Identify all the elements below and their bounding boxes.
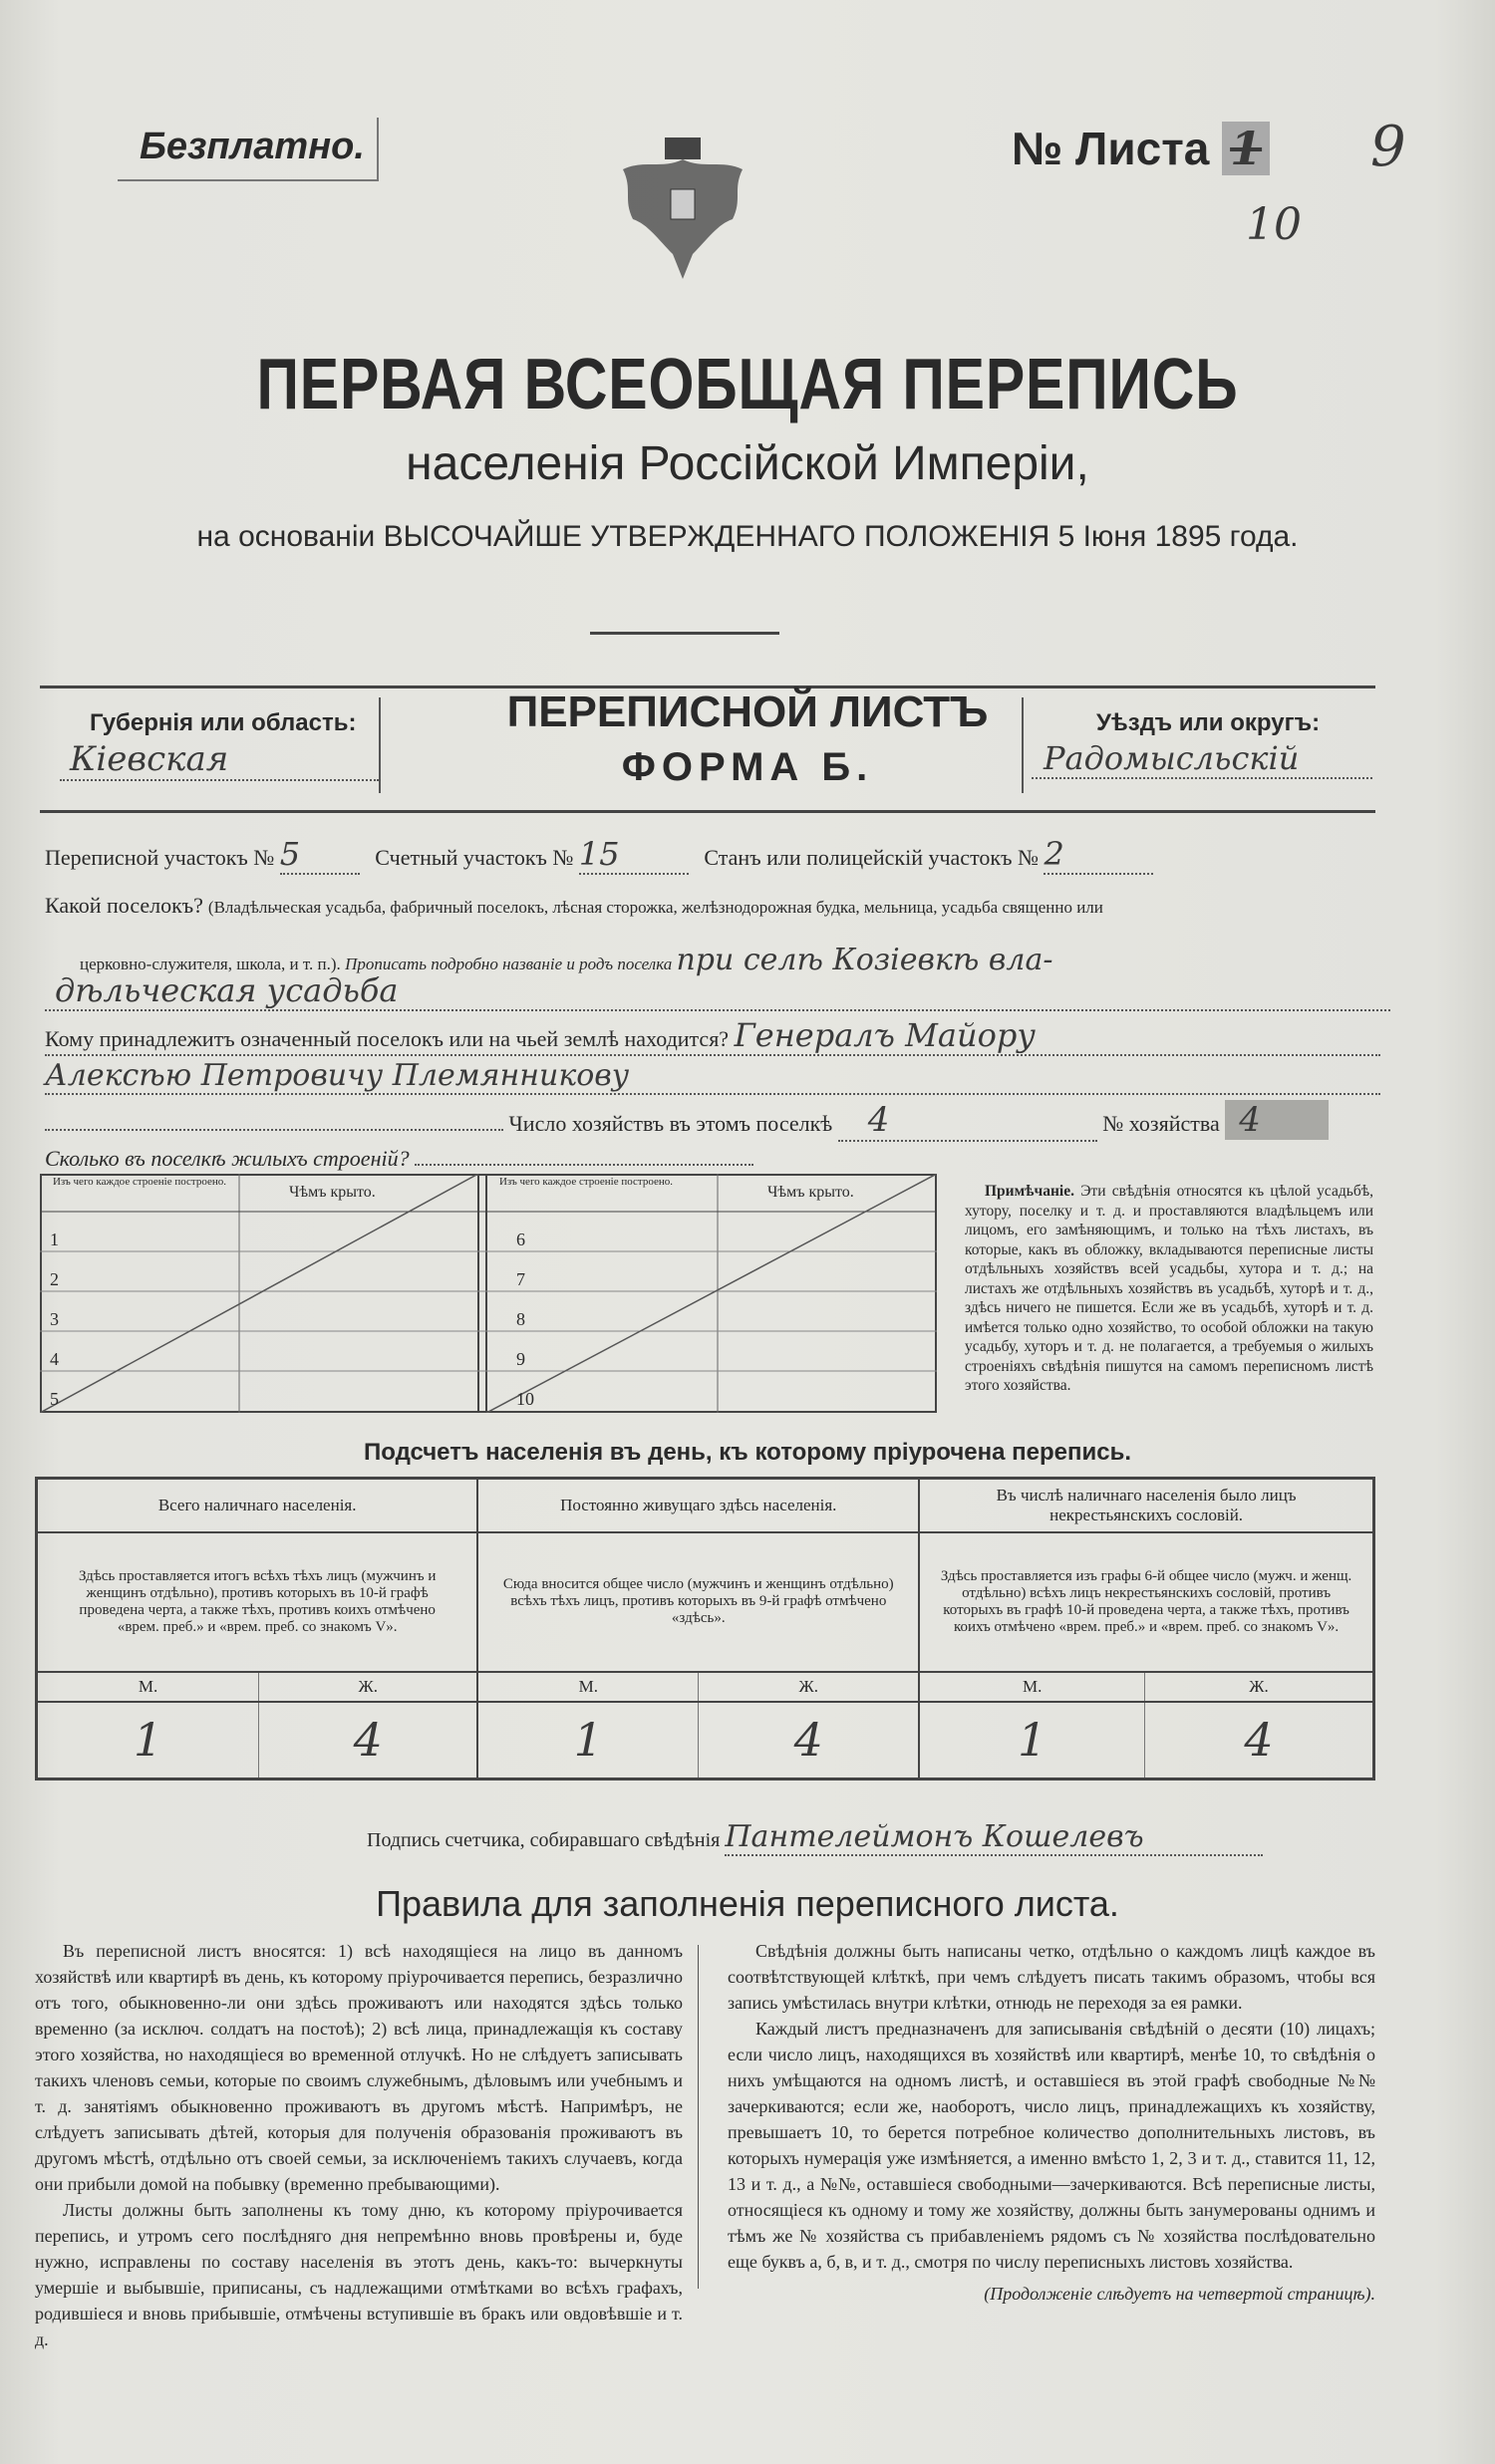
resident-male-value[interactable]: 1	[477, 1702, 698, 1780]
signature-value[interactable]: Пантелеймонъ Кошелевъ	[725, 1819, 1263, 1856]
female-label: Ж.	[1249, 1676, 1269, 1696]
settlement-value-2[interactable]: дѣльческая усадьба	[45, 971, 1390, 1011]
col-material-right: Изъ чего каждое строеніе построено.	[498, 1176, 674, 1188]
household-number-value[interactable]: 4	[1225, 1100, 1329, 1140]
settlement-line	[45, 893, 1380, 919]
buildings-line	[45, 1146, 753, 1172]
total-female-value[interactable]: 4	[259, 1702, 478, 1780]
population-col-desc: Сюда вносится общее число (мужчинъ и женщинъ отдѣльно) всѣхъ тѣхъ лицъ, противъ которыхъ въ 9-й графѣ отмѣчено «здѣсь».	[477, 1532, 919, 1672]
rules-right-paragraph-2: Каждый листъ предназначенъ для записыванія свѣдѣній о десяти (10) лицахъ; если число лицъ, находящихся въ хозяйствѣ или квартирѣ, менѣе 10, то свѣдѣнія о нихъ умѣщаются на одномъ листѣ, и оставшіеся въ этой графѣ свободные №№ зачеркиваются; если же, наоборотъ, число лицъ, принадлежащихъ къ хозяйству, превышаетъ 10, то берется потребное количество дополнительныхъ листовъ, въ которыхъ нумерація уже измѣняется, а именно вмѣсто 1, 2, 3 и т. д., ставится 11, 12, 13 и т. д., а №№, оставшіеся свободными—зачеркиваются. Всѣ переписные листы, относящіеся къ одному и тому же хозяйству, должны быть занумерованы однимъ и тѣмъ же № хозяйства съ прибавленіемъ рядомъ съ № хозяйства послѣдовательно еще буквъ а, б, в, и т. д., смотря по числу переписныхъ листовъ хозяйства.	[728, 2019, 1375, 2272]
sheet-label-text: № Листа	[1012, 123, 1210, 174]
settlement-hint-2: церковно-служителя, школа, и т. п.).	[80, 955, 341, 973]
population-title: Подсчетъ населенія въ день, къ которому пріурочена перепись.	[364, 1439, 1131, 1466]
row-number: 9	[516, 1349, 525, 1369]
buildings-label: Сколько въ поселкѣ жилыхъ строеній?	[45, 1146, 410, 1171]
population-col-desc: Здѣсь проставляется изъ графы 6-й общее число (мужч. и женщ. отдѣльно) всѣхъ лицъ некрестьянскихъ сословій, противъ которыхъ въ графѣ 10-й проведена черта, а также тѣхъ, противъ коихъ отмѣчено «врем. преб.» и «врем. преб. со знакомъ V».	[940, 1567, 1352, 1635]
row-number: 6	[516, 1230, 525, 1249]
free-label: Безплатно.	[140, 126, 365, 167]
households-label: Число хозяйствъ въ этомъ поселкѣ	[508, 1111, 833, 1136]
rules-title: Правила для заполненія переписного листа.	[376, 1883, 1119, 1924]
total-male-value[interactable]: 1	[37, 1702, 259, 1780]
owner-label: Кому принадлежитъ означенный поселокъ или на чьей землѣ находится?	[45, 1026, 730, 1051]
female-label: Ж.	[699, 1672, 919, 1702]
owner-value-2[interactable]: Алексѣю Петровичу Племянникову	[45, 1058, 1380, 1095]
resident-female-value[interactable]: 4	[699, 1702, 919, 1780]
census-basis: на основаніи ВЫСОЧАЙШЕ УТВЕРЖДЕННАГО ПОЛОЖЕНІЯ 5 Іюня 1895 года.	[196, 520, 1299, 553]
rules-right-paragraph-1: Свѣдѣнія должны быть написаны четко, отдѣльно о каждомъ лицѣ каждое въ соотвѣтствующей клѣткѣ, при чемъ слѣдуетъ писать такимъ образомъ, чтобы вся запись умѣстилась внутри клѣтки, отнюдь не переходя за ея рамки.	[728, 1941, 1375, 2013]
settlement-hint: (Владѣльческая усадьба, фабричный поселокъ, лѣсная сторожка, желѣзнодорожная будка, мельница, усадьба священно или	[207, 898, 1103, 917]
rules-left-paragraph-1: Въ переписной листъ вносятся: 1) всѣ находящіеся на лицо въ данномъ хозяйствѣ или квартирѣ въ день, къ которому пріурочивается перепись, безразлично отъ того, обыкновенно-ли они здѣсь проживаютъ или находятся здѣсь только временно (за исключ. солдатъ на постоѣ); 2) всѣ лица, принадлежащія къ составу этого хозяйства, но находящіеся во временной отлучкѣ. Но не слѣдуетъ записывать такихъ членовъ семьи, которые по своимъ служебнымъ, дѣловымъ или учебнымъ и т. д. занятіямъ обыкновенно проживаютъ въ другомъ мѣстѣ. Напримѣръ, не слѣдуетъ записывать дѣтей, которыя для полученія образованія проживаютъ въ другомъ мѣстѣ, отдѣльно отъ своей семьи, за исключеніемъ такихъ случаевъ, когда они прибыли домой на побывку (временно пребывающими).	[35, 1941, 683, 2194]
settlement-value-1[interactable]: при селѣ Козіевкѣ вла-	[676, 943, 1053, 977]
settlement-label: Какой поселокъ?	[45, 893, 203, 918]
row-number: 7	[516, 1269, 525, 1289]
note-title: Примѣчаніе.	[985, 1183, 1074, 1200]
rules-left-column	[35, 1938, 683, 2352]
col-material-left: Изъ чего каждое строеніе построено.	[52, 1176, 227, 1188]
signature-line	[367, 1819, 1263, 1856]
column-divider	[698, 1945, 699, 2289]
row-number: 3	[50, 1309, 59, 1329]
households-value[interactable]: 4	[838, 1100, 1097, 1142]
row-number: 5	[50, 1389, 59, 1409]
rules-continued-note: (Продолженіе слѣдуетъ на четвертой страницѣ).	[984, 2284, 1375, 2304]
note-text: Эти свѣдѣнія относятся къ цѣлой усадьбѣ, хутору, поселку и т. д. и проставляются владѣльцемъ или лицомъ, его замѣняющимъ, и только на тѣхъ листахъ, въ которые, какъ въ обложку, вкладываются переписные листы отдѣльныхъ хозяйствъ всей усадьбы, хутора и т. д.; на листахъ же отдѣльныхъ хозяйствъ въ усадьбѣ, хуторѣ и т. д., здѣсь ничего не пишется. Если же въ усадьбѣ, хуторѣ и т. д. имѣется только одно хозяйство, то особой обложки на такую усадьбу, хуторъ и т. д. не полагается, а требуемыя о жилыхъ строеніяхъ свѣдѣнія пишутся на самомъ переписномъ листѣ этого хозяйства.	[965, 1183, 1373, 1394]
province-label: Губернія или область:	[90, 709, 357, 736]
owner-line	[45, 1016, 1380, 1056]
divider	[590, 632, 779, 635]
rules-left-paragraph-2: Листы должны быть заполнены къ тому дню, къ которому пріурочивается перепись, и утромъ сего послѣдняго дня непремѣнно вновь провѣрены и, буде нужно, исправлены по составу населенія въ этотъ день, какъ-то: вычеркнуты умершіе и выбывшіе, приписаны, съ надлежащими отмѣтками во всѣхъ графахъ, родившіеся и вновь прибывшіе, отмѣчены вступившіе въ бракъ или овдовѣвшіе и т. д.	[35, 2200, 683, 2349]
population-col-header: Всего наличнаго населенія.	[37, 1479, 478, 1532]
census-subtitle: населенія Россійской Имперіи,	[406, 437, 1089, 490]
buildings-table	[40, 1174, 937, 1413]
population-col-header: Постоянно живущаго здѣсь населенія.	[477, 1479, 919, 1532]
non-peasant-male-value[interactable]: 1	[919, 1702, 1144, 1780]
male-label: М.	[477, 1672, 698, 1702]
census-area-label: Переписной участокъ №	[45, 845, 275, 870]
census-area-value[interactable]: 5	[280, 835, 360, 875]
areas-line	[45, 835, 1291, 875]
male-label: М.	[37, 1672, 259, 1702]
female-label: Ж.	[259, 1672, 478, 1702]
note	[965, 1182, 1373, 1396]
row-number: 2	[50, 1269, 59, 1289]
population-col-desc: Здѣсь проставляется итогъ всѣхъ тѣхъ лицъ (мужчинъ и женщинъ отдѣльно), противъ которыхъ въ 10-й графѣ проведена черта, а также тѣхъ, противъ коихъ отмѣчено «врем. преб.» и «врем. преб. со знакомъ V».	[37, 1532, 478, 1672]
households-line	[45, 1100, 1380, 1142]
population-col-header: Въ числѣ наличнаго населенія было лицъ некрестьянскихъ сословій.	[996, 1485, 1297, 1524]
police-area-label: Станъ или полицейскій участокъ №	[704, 845, 1039, 870]
province-value[interactable]: Кіевская	[60, 739, 379, 781]
sheet-number-corner: 9	[1370, 115, 1406, 179]
form-subtitle: ФОРМА Б.	[621, 745, 874, 789]
census-title: ПЕРВАЯ ВСЕОБЩАЯ ПЕРЕПИСЬ	[256, 345, 1239, 424]
row-number: 8	[516, 1309, 525, 1329]
count-area-value[interactable]: 15	[579, 835, 689, 875]
form-title: ПЕРЕПИСНОЙ ЛИСТЪ	[506, 687, 989, 736]
population-table	[35, 1477, 1375, 1780]
row-numbers-left	[50, 1220, 59, 1419]
sheet-number-struck: 1	[1222, 122, 1270, 175]
police-area-value[interactable]: 2	[1044, 835, 1153, 875]
row-number: 1	[50, 1230, 59, 1249]
household-number-label: № хозяйства	[1102, 1111, 1220, 1136]
imperial-eagle-emblem	[603, 130, 762, 289]
male-label: М.	[919, 1672, 1144, 1702]
settlement-instruction: Прописать подробно названіе и родъ поселка	[345, 955, 673, 973]
signature-label: Подпись счетчика, собиравшаго свѣдѣнія	[367, 1829, 721, 1851]
district-label: Уѣздъ или округъ:	[1096, 709, 1321, 736]
col-roof-right: Чѣмъ крыто.	[767, 1184, 854, 1201]
count-area-label: Счетный участокъ №	[375, 845, 574, 870]
col-roof-left: Чѣмъ крыто.	[289, 1184, 376, 1201]
non-peasant-female-value[interactable]: 4	[1244, 1713, 1274, 1768]
district-value[interactable]: Радомысльскій	[1032, 739, 1372, 779]
row-number: 10	[516, 1389, 534, 1409]
sheet-number-label	[1012, 122, 1270, 175]
rules-right-column	[728, 1938, 1375, 2307]
owner-value-1[interactable]: Генералъ Майору	[734, 1016, 1036, 1054]
row-number: 4	[50, 1349, 59, 1369]
row-numbers-right	[516, 1220, 534, 1419]
sheet-number-handwritten: 10	[1246, 199, 1302, 250]
